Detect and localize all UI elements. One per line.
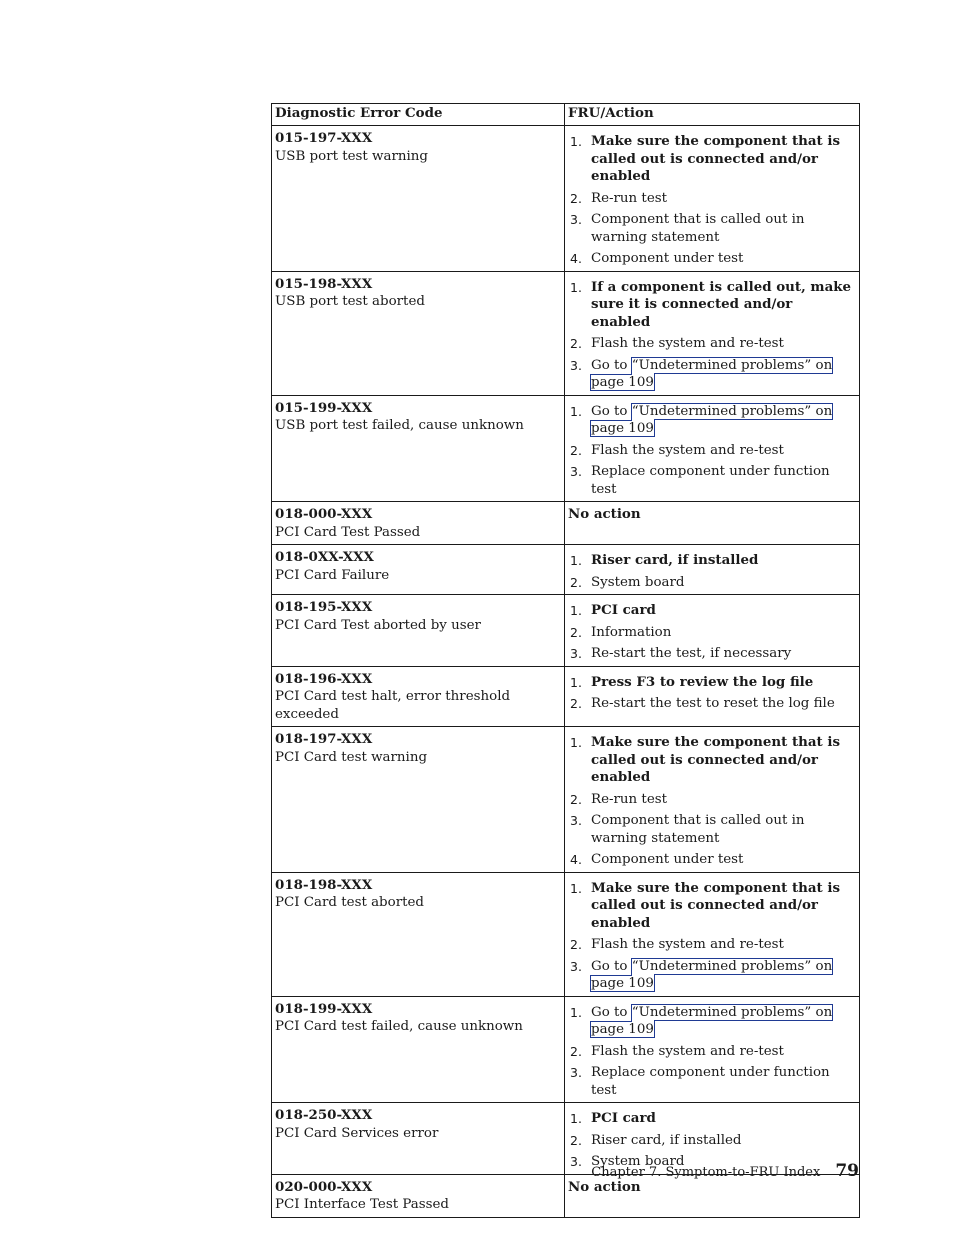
step-text [591, 1004, 856, 1039]
step-number: 1. [570, 1004, 582, 1020]
action-step [568, 602, 856, 620]
action-step [568, 695, 856, 713]
step-text: Make sure the component that is called out is connected and/or enabled [591, 734, 841, 785]
action-step [568, 1064, 856, 1099]
action-steps-list [568, 400, 856, 499]
step-number: 3. [570, 646, 582, 661]
step-number: 1. [570, 735, 582, 750]
cross-reference-link[interactable]: “Undetermined problems” on page 109 [591, 357, 833, 390]
table-row [272, 271, 860, 395]
cross-reference-link[interactable]: “Undetermined problems” on page 109 [591, 1004, 833, 1037]
error-code: 018-195-XXX [275, 599, 373, 615]
error-code: 018-199-XXX [275, 1000, 373, 1017]
fru-action-cell [565, 545, 860, 595]
action-step [568, 812, 856, 847]
table-row [272, 996, 860, 1103]
error-description: PCI Card test warning [275, 749, 428, 765]
fru-action-cell [565, 126, 860, 272]
action-step [568, 734, 856, 787]
error-description: PCI Card Test aborted by user [275, 617, 481, 633]
error-code-cell [272, 271, 565, 395]
error-code: 018-000-XXX [275, 506, 373, 522]
table-row [272, 595, 860, 667]
error-description: USB port test warning [275, 148, 428, 164]
no-action-text: No action [568, 1178, 641, 1195]
error-description: PCI Card test failed, cause unknown [275, 1019, 523, 1034]
step-text [591, 357, 856, 392]
step-text: Component that is called out in warning statement [591, 212, 805, 245]
step-text: Replace component under function test [591, 1065, 830, 1098]
step-number: 3. [570, 464, 582, 479]
error-code: 018-250-XXX [275, 1107, 373, 1123]
step-text: Riser card, if installed [591, 1132, 742, 1148]
action-step [568, 403, 856, 438]
error-code: 015-198-XXX [275, 275, 373, 292]
action-step [568, 1043, 856, 1061]
no-action-text: No action [568, 506, 641, 522]
step-number: 2. [570, 791, 582, 807]
step-number: 3. [570, 357, 582, 373]
table-row [272, 502, 860, 545]
action-step [568, 1132, 856, 1150]
action-step [568, 279, 856, 332]
error-code: 018-197-XXX [275, 731, 373, 747]
step-number: 2. [570, 696, 582, 711]
step-text: Re-start the test, if necessary [591, 646, 792, 661]
action-step [568, 880, 856, 933]
action-step [568, 851, 856, 869]
step-number: 1. [570, 279, 582, 295]
action-step [568, 1110, 856, 1128]
step-text: Component under test [591, 251, 744, 266]
fru-action-cell [565, 666, 860, 727]
step-text: Re-run test [591, 190, 667, 206]
page-footer [591, 1161, 859, 1181]
action-steps-list [568, 877, 856, 993]
step-text: System board [591, 574, 685, 590]
action-step [568, 624, 856, 642]
error-code: 015-199-XXX [275, 399, 373, 416]
step-text: PCI card [591, 1110, 656, 1126]
table-row [272, 126, 860, 272]
error-description: PCI Card test aborted [275, 895, 424, 910]
step-text: Component that is called out in warning statement [591, 813, 805, 846]
step-number: 1. [570, 880, 582, 896]
step-text: Riser card, if installed [591, 552, 759, 568]
error-code: 020-000-XXX [275, 1178, 373, 1195]
cross-reference-link[interactable]: “Undetermined problems” on page 109 [591, 403, 833, 436]
fru-action-cell [565, 271, 860, 395]
step-number: 1. [570, 1111, 582, 1126]
step-number: 2. [570, 190, 582, 206]
error-description: USB port test failed, cause unknown [275, 418, 524, 433]
step-number: 2. [570, 1132, 582, 1148]
step-text: Press F3 to review the log file [591, 673, 814, 690]
table-header-row [272, 104, 860, 126]
action-steps-list [568, 549, 856, 591]
step-text [591, 403, 856, 438]
step-text: Re-run test [591, 791, 667, 807]
error-code-cell [272, 872, 565, 996]
error-description: PCI Interface Test Passed [275, 1197, 449, 1212]
action-step [568, 335, 856, 353]
step-number: 2. [570, 574, 582, 590]
error-code: 018-198-XXX [275, 876, 373, 893]
fru-action-cell [565, 727, 860, 873]
error-code-cell [272, 395, 565, 502]
error-code-cell [272, 502, 565, 545]
step-text: Flash the system and re-test [591, 937, 784, 952]
error-code-cell [272, 996, 565, 1103]
action-step [568, 791, 856, 809]
step-number: 3. [570, 958, 582, 974]
step-text: System board [591, 1154, 685, 1169]
action-step [568, 1004, 856, 1039]
step-prefix: Go to [591, 958, 632, 974]
diagnostic-error-table [271, 103, 860, 1218]
error-code: 018-0XX-XXX [275, 549, 374, 565]
error-description: PCI Card test halt, error threshold exceeded [275, 689, 511, 722]
cross-reference-link[interactable]: “Undetermined problems” on page 109 [591, 958, 833, 991]
step-text [591, 958, 856, 993]
fru-action-cell [565, 595, 860, 667]
action-step [568, 463, 856, 498]
action-step [568, 552, 856, 570]
error-description: PCI Card Services error [275, 1125, 439, 1141]
column-header-code: Diagnostic Error Code [272, 104, 565, 126]
step-number: 1. [570, 603, 582, 618]
action-step [568, 357, 856, 392]
step-number: 1. [570, 403, 582, 419]
step-number: 2. [570, 1043, 582, 1059]
error-code-cell [272, 545, 565, 595]
error-code-cell [272, 1103, 565, 1175]
step-text: Make sure the component that is called out is connected and/or enabled [591, 879, 841, 931]
error-code-cell [272, 595, 565, 667]
step-number: 2. [570, 624, 582, 640]
table-row [272, 872, 860, 996]
step-prefix: Go to [591, 357, 632, 373]
action-step [568, 574, 856, 592]
error-description: USB port test aborted [275, 294, 425, 309]
step-number: 3. [570, 1154, 582, 1169]
error-code-cell [272, 727, 565, 873]
step-number: 1. [570, 674, 582, 690]
action-step [568, 645, 856, 663]
chapter-title: Chapter 7. Symptom-to-FRU Index [591, 1165, 821, 1180]
error-description: PCI Card Failure [275, 567, 390, 583]
action-steps-list [568, 671, 856, 713]
page-number: 79 [835, 1161, 859, 1181]
step-number: 2. [570, 442, 582, 458]
action-steps-list [568, 276, 856, 392]
error-code: 015-197-XXX [275, 130, 373, 146]
step-text: Component under test [591, 852, 744, 867]
action-step [568, 133, 856, 186]
fru-action-cell [565, 996, 860, 1103]
step-number: 2. [570, 937, 582, 952]
step-prefix: Go to [591, 1004, 632, 1020]
step-text: Replace component under function test [591, 464, 830, 497]
error-code-cell [272, 126, 565, 272]
action-step [568, 211, 856, 246]
step-prefix: Go to [591, 403, 632, 419]
action-steps-list [568, 1001, 856, 1100]
action-step [568, 674, 856, 692]
step-text: Make sure the component that is called out is connected and/or enabled [591, 133, 841, 184]
table-row [272, 727, 860, 873]
error-code: 018-196-XXX [275, 670, 373, 687]
step-text: PCI card [591, 602, 656, 618]
step-text: Flash the system and re-test [591, 336, 784, 351]
action-step [568, 250, 856, 268]
action-step [568, 958, 856, 993]
step-number: 1. [570, 553, 582, 568]
action-step [568, 442, 856, 460]
step-number: 4. [570, 852, 582, 867]
table-body [272, 126, 860, 1218]
step-text: If a component is called out, make sure it is connected and/or enabled [591, 278, 852, 330]
step-number: 3. [570, 813, 582, 828]
action-step [568, 190, 856, 208]
action-steps-list [568, 130, 856, 268]
error-description: PCI Card Test Passed [275, 524, 421, 540]
step-number: 1. [570, 134, 582, 149]
fru-action-cell [565, 395, 860, 502]
error-code-cell [272, 1174, 565, 1217]
table-row [272, 395, 860, 502]
step-number: 4. [570, 251, 582, 266]
action-steps-list [568, 731, 856, 869]
step-number: 3. [570, 1065, 582, 1080]
step-text: Flash the system and re-test [591, 442, 784, 458]
table-row [272, 666, 860, 727]
step-text: Information [591, 624, 672, 640]
step-text: Flash the system and re-test [591, 1043, 784, 1059]
error-code-cell [272, 666, 565, 727]
table-row [272, 545, 860, 595]
fru-action-cell [565, 872, 860, 996]
step-number: 2. [570, 336, 582, 351]
fru-action-cell [565, 502, 860, 545]
step-number: 3. [570, 212, 582, 227]
action-step [568, 936, 856, 954]
step-text: Re-start the test to reset the log file [591, 696, 835, 711]
column-header-action: FRU/Action [565, 104, 860, 126]
action-steps-list [568, 599, 856, 663]
